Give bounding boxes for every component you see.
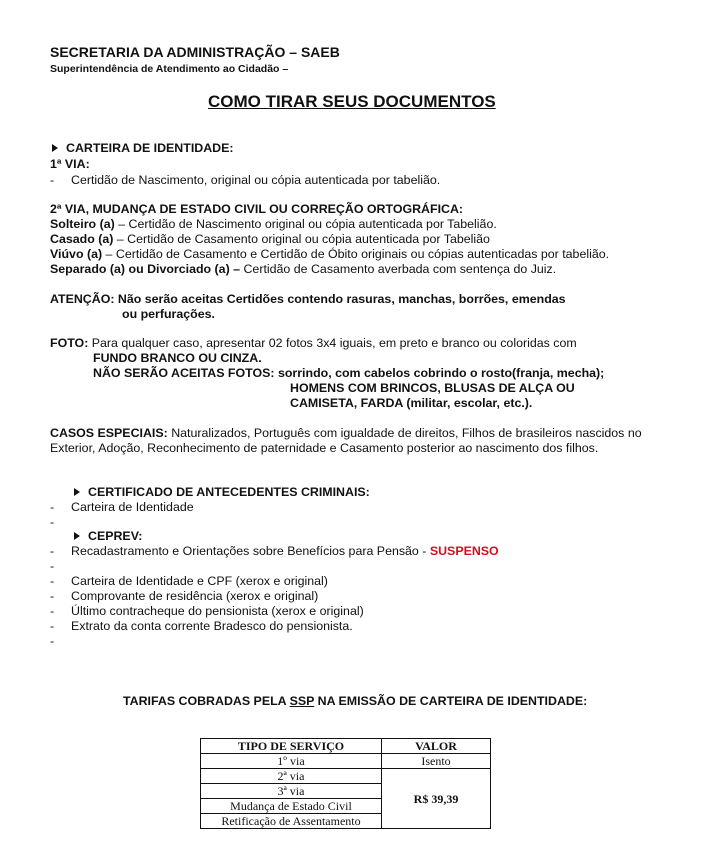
- foto-fundo: FUNDO BRANCO OU CINZA.: [93, 351, 262, 365]
- table-row: [201, 754, 491, 769]
- arrow-bullet-icon: [52, 144, 58, 152]
- dash-bullet: -: [50, 544, 55, 558]
- ceprev-item-5: Extrato da conta corrente Bradesco do pensionista.: [71, 619, 353, 633]
- ceprev-item-3: Comprovante de residência (xerox e original): [71, 589, 319, 603]
- via1-item: Certidão de Nascimento, original ou cópia autenticada por tabelião.: [71, 173, 441, 187]
- service-cell: Mudança de Estado Civil: [201, 799, 382, 814]
- atencao-line2: ou perfurações.: [122, 307, 215, 321]
- service-cell: 2ª via: [201, 769, 382, 784]
- dash-bullet: -: [50, 589, 55, 603]
- foto-nao-line3: CAMISETA, FARDA (militar, escolar, etc.).: [290, 396, 533, 410]
- service-cell: Retificação de Assentamento: [201, 814, 382, 829]
- via1-label: 1ª VIA:: [50, 157, 90, 171]
- arrow-bullet-icon: [74, 532, 80, 540]
- org-subtitle: Superintendência de Atendimento ao Cidadão –: [50, 63, 289, 75]
- via2-heading: 2ª VIA, MUDANÇA DE ESTADO CIVIL OU CORREÇÃO ORTOGRÁFICA:: [50, 202, 464, 216]
- table-header-row: [201, 739, 491, 754]
- dash-bullet: -: [50, 173, 55, 187]
- foto-nao-line1: NÃO SERÃO ACEITAS FOTOS: sorrindo, com cabelos cobrindo o rosto(franja, mecha);: [93, 366, 605, 380]
- service-cell: 1º via: [201, 754, 382, 769]
- ceprev-item-1: Recadastramento e Orientações sobre Benefícios para Pensão - SUSPENSO: [71, 544, 499, 558]
- service-cell: 3ª via: [201, 784, 382, 799]
- section-antecedentes-heading: CERTIFICADO DE ANTECEDENTES CRIMINAIS:: [74, 485, 370, 500]
- value-cell: Isento: [382, 754, 491, 769]
- dash-bullet: -: [50, 500, 55, 514]
- dash-bullet: -: [50, 634, 55, 648]
- antecedentes-item: Carteira de Identidade: [71, 500, 194, 514]
- foto-nao-line2: HOMENS COM BRINCOS, BLUSAS DE ALÇA OU: [290, 381, 575, 395]
- tarifas-table: [200, 738, 491, 829]
- casado-line: Casado (a) – Certidão de Casamento original ou cópia autenticada por Tabelião: [50, 232, 490, 246]
- value-cell: R$ 39,39: [382, 769, 491, 829]
- ceprev-item-4: Último contracheque do pensionista (xerox e original): [71, 604, 364, 618]
- arrow-bullet-icon: [74, 488, 80, 496]
- dash-bullet: -: [50, 559, 55, 573]
- dash-bullet: -: [50, 604, 55, 618]
- tarifas-heading: TARIFAS COBRADAS PELA SSP NA EMISSÃO DE CARTEIRA DE IDENTIDADE:: [123, 694, 588, 708]
- separado-line: Separado (a) ou Divorciado (a) – Certidão de Casamento averbada com sentença do Juiz.: [50, 262, 557, 276]
- solteiro-line: Solteiro (a) – Certidão de Nascimento original ou cópia autenticada por Tabelião.: [50, 217, 497, 231]
- section-ceprev-heading: CEPREV:: [74, 529, 142, 544]
- casos-line1: CASOS ESPECIAIS: Naturalizados, Português com igualdade de direitos, Filhos de brasileiros nascidos no: [50, 426, 642, 440]
- org-title: SECRETARIA DA ADMINISTRAÇÃO – SAEB: [50, 44, 340, 60]
- ceprev-item-2: Carteira de Identidade e CPF (xerox e original): [71, 574, 328, 588]
- atencao-line1: ATENÇÃO: Não serão aceitas Certidões contendo rasuras, manchas, borrões, emendas: [50, 292, 566, 306]
- dash-bullet: -: [50, 515, 55, 529]
- casos-line2: Exterior, Adoção, Reconhecimento de paternidade e Casamento posterior ao nascimento dos filhos.: [50, 441, 599, 455]
- foto-line: FOTO: Para qualquer caso, apresentar 02 fotos 3x4 iguais, em preto e branco ou coloridas com: [50, 336, 577, 350]
- dash-bullet: -: [50, 574, 55, 588]
- col-valor-header: VALOR: [382, 739, 491, 754]
- viuvo-line: Viúvo (a) – Certidão de Casamento e Certidão de Óbito originais ou cópias autenticadas por tabelião.: [50, 247, 610, 261]
- col-tipo-header: TIPO DE SERVIÇO: [201, 739, 382, 754]
- page-title: COMO TIRAR SEUS DOCUMENTOS: [208, 92, 496, 111]
- status-badge: SUSPENSO: [429, 544, 499, 558]
- table-row: [201, 769, 491, 784]
- dash-bullet: -: [50, 619, 55, 633]
- section-identidade-heading: CARTEIRA DE IDENTIDADE:: [52, 141, 234, 156]
